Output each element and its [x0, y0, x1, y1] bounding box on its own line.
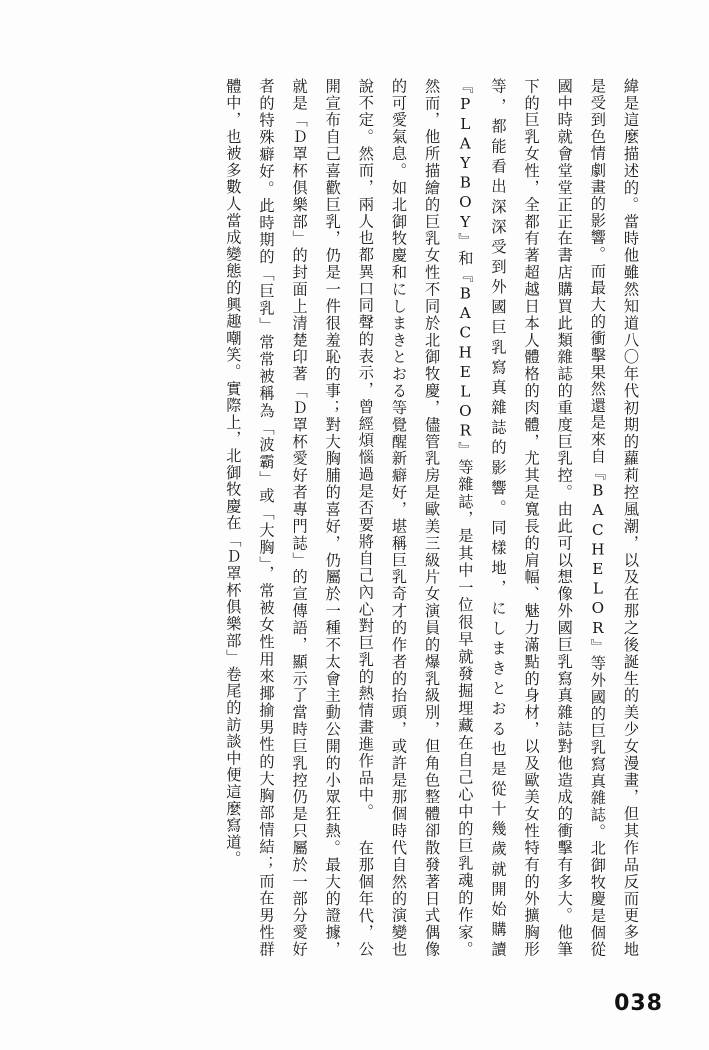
page-number: 038 [614, 991, 663, 1016]
page-body-text: 緯是這麼描述的。當時他雖然知道八〇年代初期的蘿莉控風潮，以及在那之後誕生的美少女漫畫，但其作品反而更多地是受到色情劇畫的影響。而最大的衝擊果然還是來自『BACHELOR』等外國的巨乳寫真雜誌。北御牧慶是個從國中時就會堂堂正正在書店購買此類雜誌的重度巨乳控。由此可以想像外國巨乳寫真雜誌對他造成的衝擊有多大。他筆下的巨乳女性，全都有著超越日本人體格的肉體，尤其是寬長的肩幅、魅力滿點的身材，以及歐美女性特有的外擴胸形等，都能看出深深受到外國巨乳寫真雜誌的影響。同樣地，にしまきとおる也是從十幾歲就開始購讀『PLAYBOY』和『BACHELOR』等雜誌，是其中一位很早就發掘埋藏在自己心中的巨乳魂的作家。然而，他所描繪的巨乳女性不同於北御牧慶，儘管乳房是歐美三級片女演員的爆乳級別，但角色整體卻散發著日式偶像的可愛氣息。如北御牧慶和にしまきとおる等覺醒新癖好，堪稱巨乳奇才的作者的抬頭，或許是那個時代自然的演變也說不定。然而，兩人也都異口同聲的表示，曾經煩惱過是否要將自己內心對巨乳的熱情畫進作品中。 在那個年代，公開宣布自己喜歡巨乳，仍是一件很羞恥的事；對大胸脯的喜好，仍屬於一種不太會主動公開的小眾狂熱。最大的證據，就是「Ｄ罩杯俱樂部」的封面上清楚印著「Ｄ罩杯愛好者專門誌」的宣傳語，顯示了當時巨乳控仍是只屬於一部分愛好者的特殊癖好。此時期的「巨乳」常常被稱為「波霸」或「大胸」，常被女性用來揶揄男性的大胸部情結；而在男性群體中，也被多數人當成變態的興趣嘲笑。實際上，北御牧慶在「Ｄ罩杯俱樂部」卷尾的訪談中便這麼寫道。 [224, 78, 640, 958]
